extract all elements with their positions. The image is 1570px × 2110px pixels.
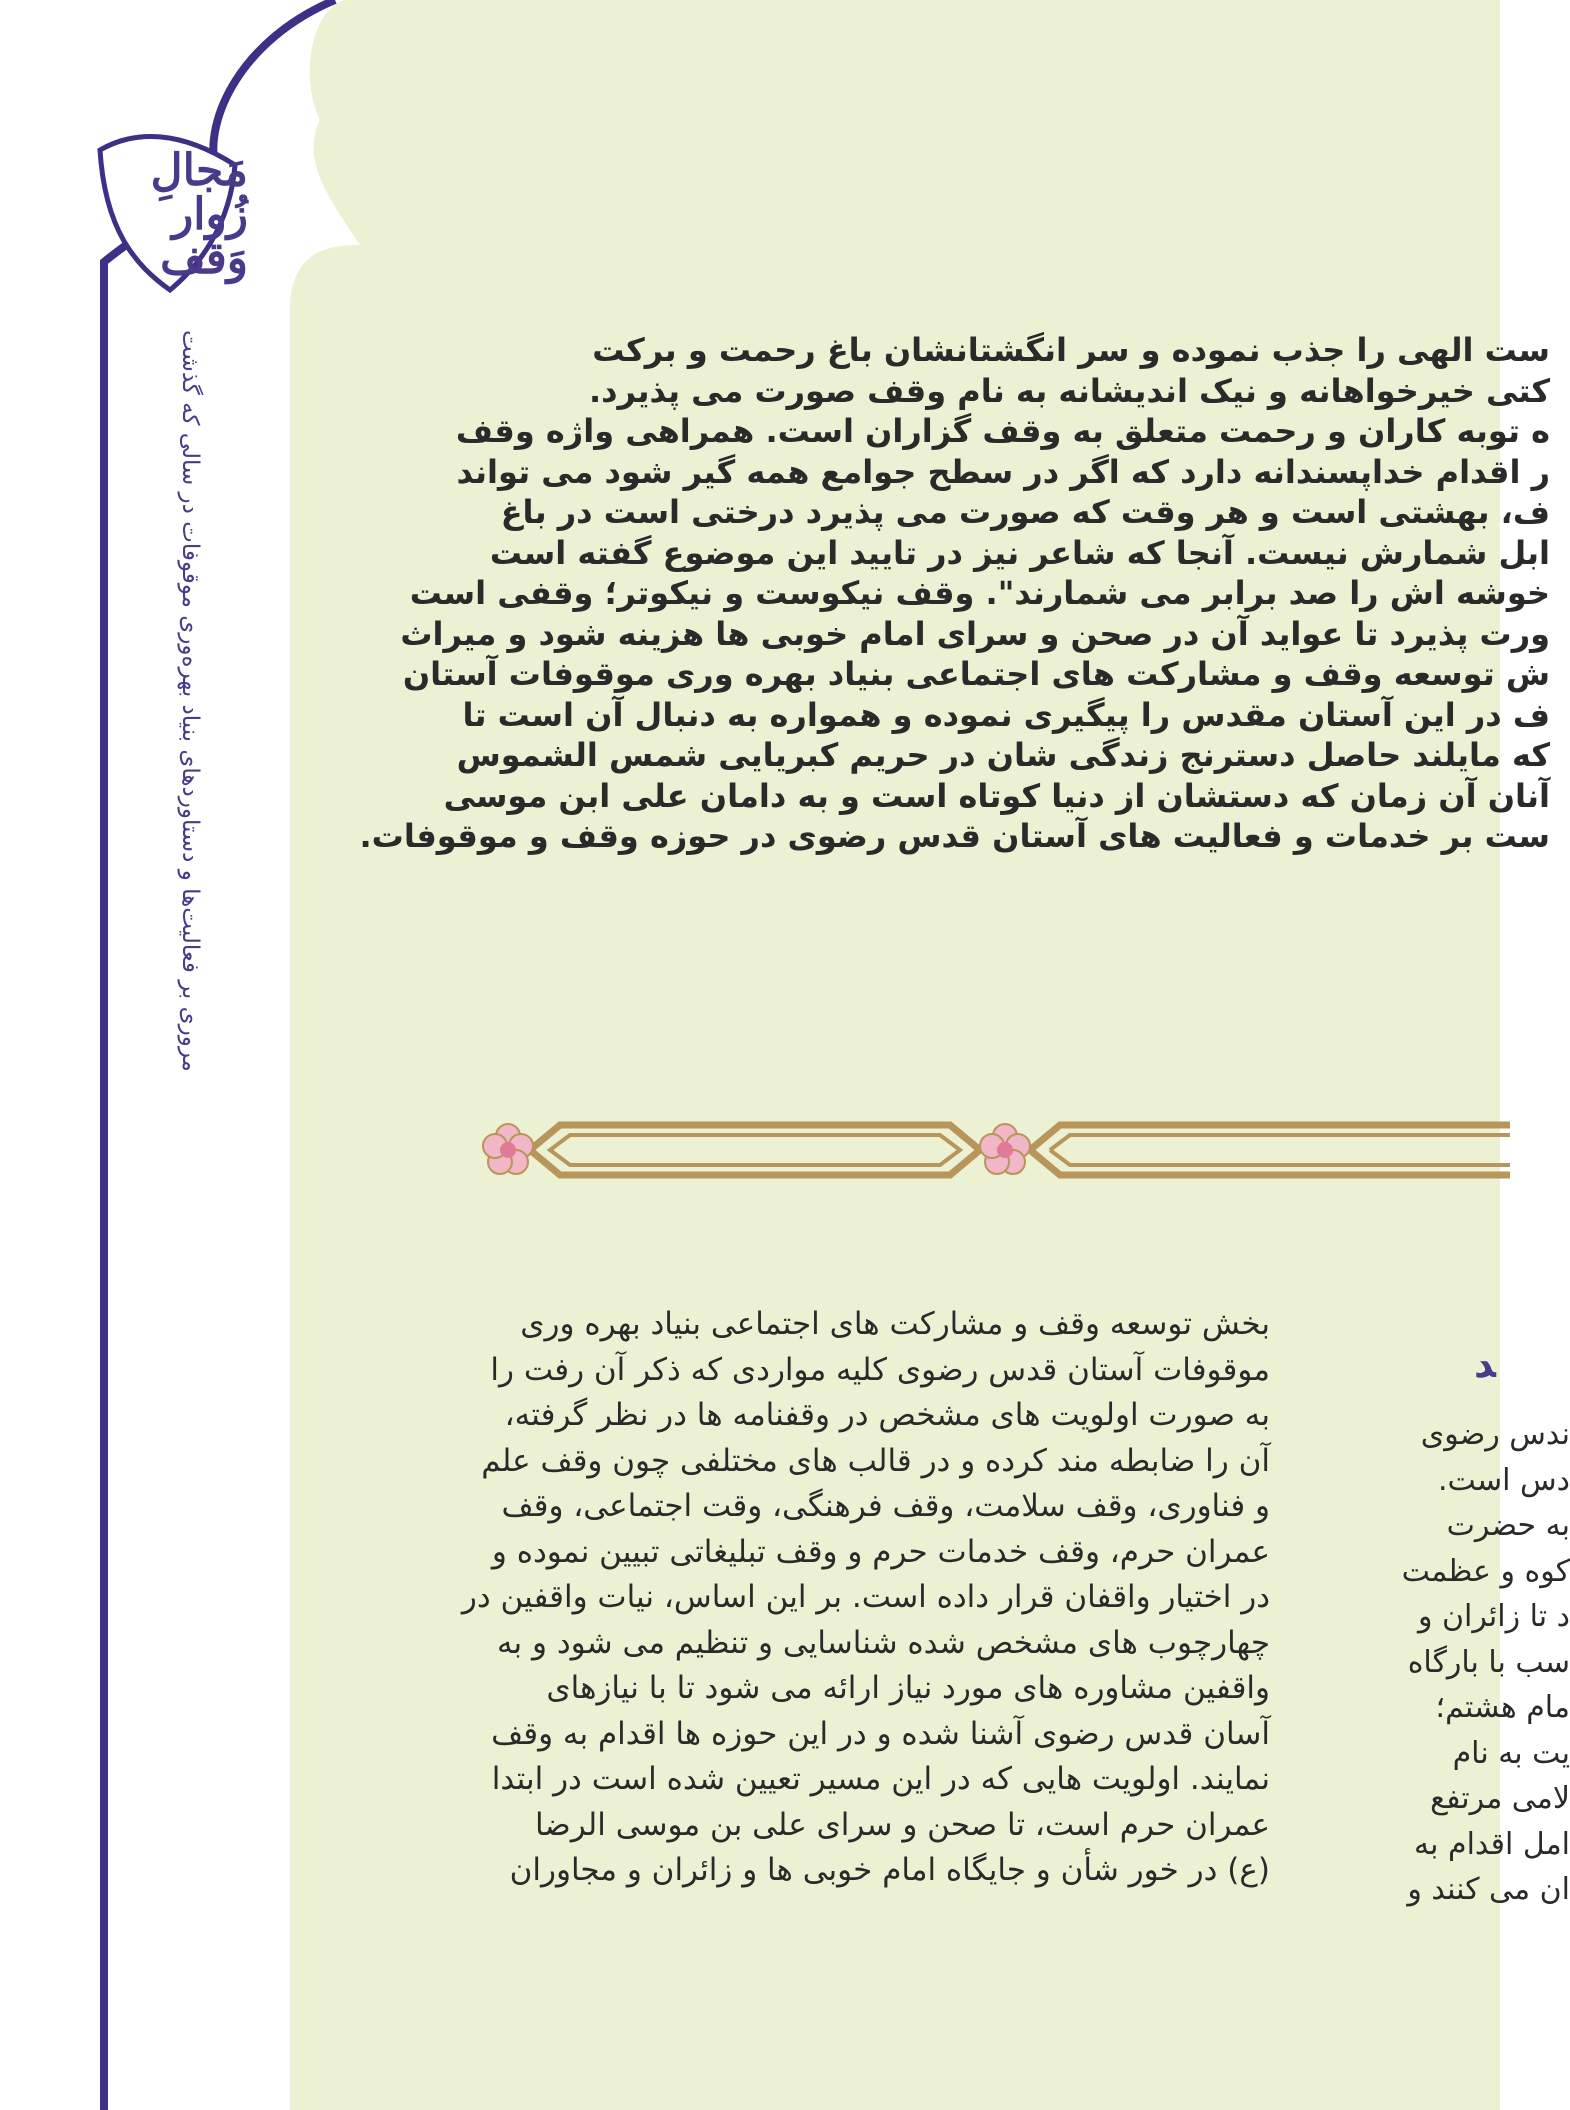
text-line: در اختیار واقفان قرار داده است. بر این اساس، نیات واقفین در	[461, 1579, 1270, 1615]
flower-icon	[483, 1124, 533, 1174]
text-line: موقوفات آستان قدس رضوی کلیه مواردی که ذکر آن رفت را	[490, 1351, 1270, 1388]
flower-icon	[980, 1124, 1030, 1174]
text-line: نمایند. اولویت هایی که در این مسیر تعیین شده است در ابتدا	[491, 1761, 1270, 1797]
text-line: (ع) در خور شأن و جایگاه امام خوبی ها و زائران و مجاوران	[509, 1852, 1270, 1888]
text-line: د تا زائران و	[1417, 1599, 1570, 1634]
main-column	[370, 1302, 1270, 1894]
ornament-divider	[470, 1105, 1510, 1195]
section-heading-fragment: ﺪ	[1474, 1342, 1496, 1386]
text-line: ه توبه کاران و رحمت متعلق به وقف گزاران است. همراهی واژه وقف	[455, 412, 1550, 450]
text-line: و فناوری، وقف سلامت، وقف فرهنگی، وقت اجتماعی، وقف	[501, 1488, 1270, 1524]
text-line: واقفین مشاوره های مورد نیاز ارائه می شود تا با نیازهای	[546, 1670, 1270, 1706]
text-line: آن را ضابطه مند کرده و در قالب های مختلفی چون وقف علم	[481, 1442, 1270, 1479]
text-line: ندس رضوی	[1420, 1417, 1570, 1452]
text-line: ست الهی را جذب نموده و سر انگشتانشان باغ رحمت و برکت	[592, 331, 1550, 369]
text-line: یت به نام	[1452, 1735, 1570, 1771]
text-line: به صورت اولویت های مشخص در وقفنامه ها در نظر گرفته،	[504, 1397, 1270, 1433]
text-line: چهارچوب های مشخص شده شناسایی و تنظیم می شود و به	[496, 1624, 1270, 1661]
text-line: ف در این آستان مقدس را پیگیری نموده و همواره به دنبال آن است تا	[462, 695, 1550, 734]
text-line: مام هشتم؛	[1435, 1690, 1570, 1725]
text-line: لامی مرتفع	[1430, 1781, 1570, 1816]
text-line: آنان آن زمان که دستشان از دنیا کوتاه است و به دامان علی ابن موسی	[443, 776, 1550, 815]
text-line: ش توسعه وقف و مشارکت های اجتماعی بنیاد بهره وری موقوفات آستان	[402, 655, 1550, 693]
right-column	[1310, 1412, 1570, 1913]
text-line: کوه و عظمت	[1401, 1553, 1570, 1589]
text-line: دس است.	[1438, 1462, 1570, 1498]
text-line: خوشه اش را صد برابر می شمارند". وقف نیکوست و نیکوتر؛ وقفی است	[409, 574, 1550, 612]
text-line: عمران حرم، وقف خدمات حرم و وقف تبلیغاتی تبیین نموده و	[491, 1533, 1270, 1570]
text-line: ست بر خدمات و فعالیت های آستان قدس رضوی در حوزه وقف و موقوفات.	[359, 817, 1550, 855]
text-line: سب با بارگاه	[1407, 1644, 1570, 1680]
text-line: که مایلند حاصل دسترنج زندگی شان در حریم کبریایی شمس الشموس	[456, 736, 1550, 774]
text-line: آسان قدس رضوی آشنا شده و در این حوزه ها اقدام به وقف	[491, 1715, 1270, 1752]
text-line: ر اقدام خداپسندانه دارد که اگر در سطح جوامع همه گیر شود می تواند	[456, 452, 1550, 491]
text-line: ورت پذیرد تا عواید آن در صحن و سرای امام خوبی ها هزینه شود و میراث	[400, 614, 1550, 653]
text-line: ان می کنند و	[1407, 1872, 1570, 1907]
text-line: عمران حرم است، تا صحن و سرای علی بن موسی الرضا	[534, 1806, 1270, 1843]
side-caption: مروری بر فعالیت‌ها و دستاوردهای بنیاد بهره‌وری موقوفات در سالی که گذشت	[177, 330, 203, 1072]
text-line: کتی خیرخواهانه و نیک اندیشانه به نام وقف صورت می پذیرد.	[588, 371, 1550, 410]
text-line: ابل شمارش نیست. آنجا که شاعر نیز در تایید این موضوع گفته است	[489, 533, 1550, 572]
brand-logo: مَجالِ زُوار وَقف	[150, 145, 248, 284]
text-line: بخش توسعه وقف و مشارکت های اجتماعی بنیاد بهره وری	[520, 1306, 1270, 1342]
text-line: امل اقدام به	[1414, 1826, 1570, 1862]
text-line: ف، بهشتی است و هر وقت که صورت می پذیرد درختی است در باغ	[500, 493, 1550, 531]
text-line: به حضرت	[1446, 1508, 1570, 1543]
intro-paragraph	[359, 330, 1550, 857]
